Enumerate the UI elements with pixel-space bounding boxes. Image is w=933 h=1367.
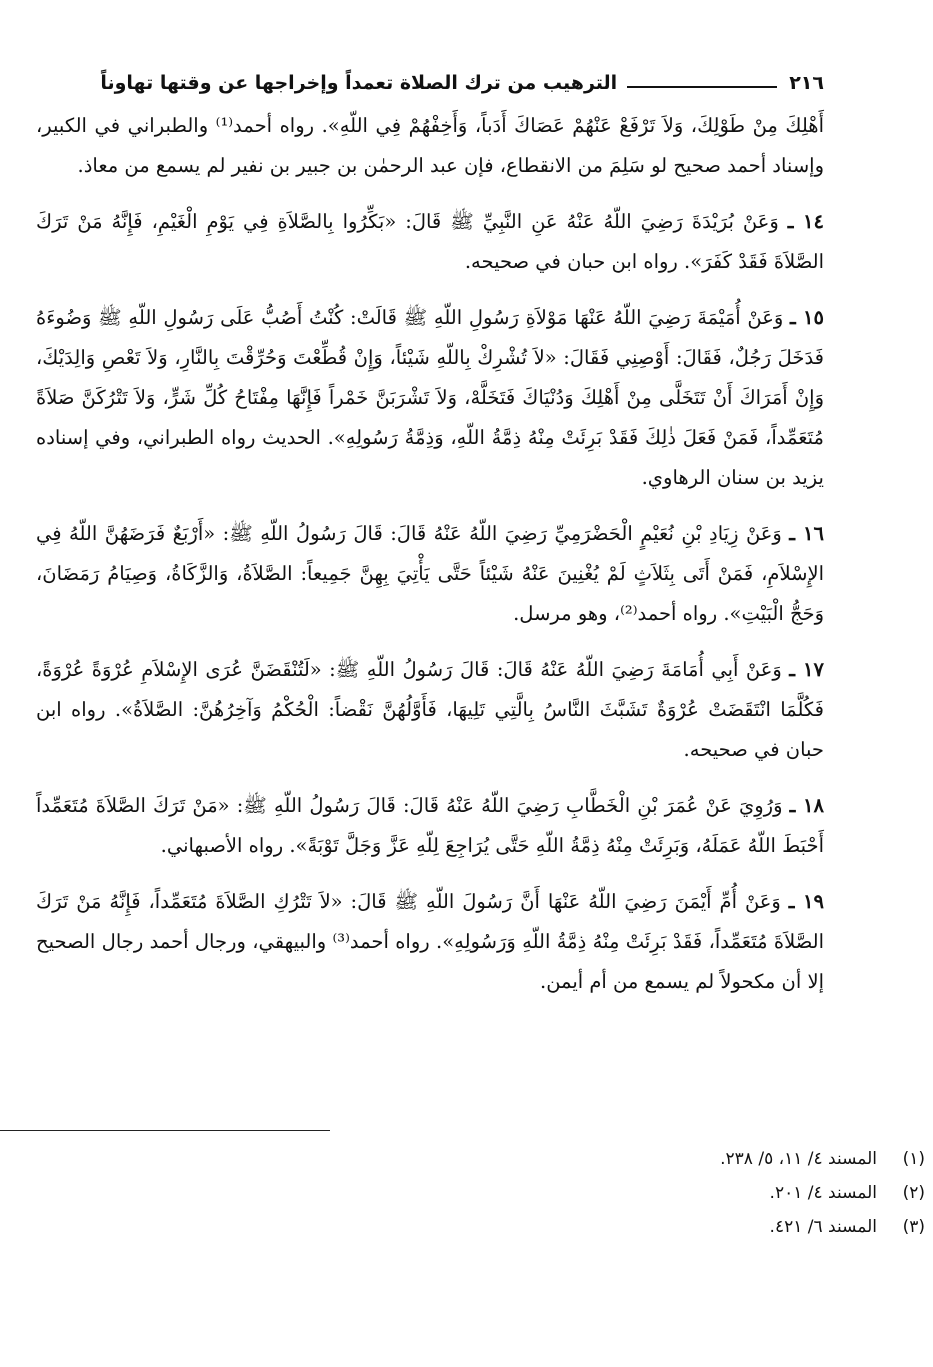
hadith-text: وَعَنْ أُمَيْمَةَ رَضِيَ اللّهُ عَنْهَا مَوْلاَةِ رَسُولِ اللّهِ ﷺ قَالَتْ: كُنْتُ أَصُبُّ عَلَى رَسُولِ اللّهِ ﷺ وَضُوءَهُ فَدَخَلَ رَجُلٌ، فَقَالَ: أَوْصِنِي فَقَالَ: «لاَ تُشْرِكْ بِاللّهِ شَيْئاً، وَإِنْ قُطِّعْتَ وَحُرِّقْتَ بِالنَّارِ، وَلاَ تَعْصِ وَالِدَيْكَ، وَإِنْ أَمَرَاكَ أَنْ تَتَخَلَّى مِنْ أَهْلِكَ وَدُنْيَاكَ فَتَخَلَّهْ، وَلاَ تَشْرَبَنَّ خَمْراً فَإِنَّهَا مِفْتَاحُ كُلِّ شَرٍّ، وَلاَ تَتْرُكَنَّ صَلاَةً مُتَعَمِّداً، فَمَنْ فَعَلَ ذٰلِكَ فَقَدْ بَرِئَتْ مِنْهُ ذِمَّةُ اللّهِ، وَذِمَّةُ رَسُولِهِ». الحديث رواه الطبراني، وفي إسناده يزيد بن سنان الرهاوي.: [36, 306, 824, 489]
main-text: [36, 106, 824, 1002]
footnote-text: المسند ٤/ ٢٠١.: [769, 1183, 877, 1203]
footnote-mark: (٣): [902, 1217, 925, 1237]
hadith-number: ١٤ ـ: [787, 210, 824, 233]
footnotes: [165, 1142, 925, 1244]
hadith-18: [36, 786, 824, 866]
paragraph-continuation: [36, 106, 824, 186]
header-rule: [627, 86, 777, 88]
hadith-19: [36, 882, 824, 1002]
hadith-number: ١٩ ـ: [788, 890, 824, 913]
footnote-item: [165, 1142, 925, 1176]
hadith-number: ١٦ ـ: [789, 522, 824, 545]
hadith-text: وَرُوِيَ عَنْ عُمَرَ بْنِ الْخَطَّابِ رَضِيَ اللّهُ عَنْهُ قَالَ: قَالَ رَسُولُ اللّهِ ﷺ: «مَنْ تَرَكَ الصَّلاَةَ مُتَعَمِّداً أَحْبَطَ اللّهُ عَمَلَهُ، وَبَرِئَتْ مِنْهُ ذِمَّةُ اللّهِ حَتَّى يُرَاجِعَ لِلّهِ عَزَّ وَجَلَّ تَوْبَةً». رواه الأصبهاني.: [36, 794, 824, 857]
paragraph-text: أَهْلِكَ مِنْ طَوْلِكَ، وَلاَ تَرْفَعْ عَنْهُمْ عَصَاكَ أَدَباً، وَأَخِفْهُمْ فِي اللّهِ». رواه أحمد⁽¹⁾ والطبراني في الكبير، وإسناد أحمد صحيح لو سَلِمَ من الانقطاع، فإن عبد الرحمٰن بن جبير بن نفير لم يسمع من معاذ.: [36, 114, 824, 177]
book-page: [36, 62, 824, 1018]
footnote-text: المسند ٤/ ١١، ٥/ ٢٣٨.: [720, 1149, 877, 1169]
chapter-title: الترهيب من ترك الصلاة تعمداً وإخراجها عن وقتها تهاوناً: [100, 72, 618, 94]
hadith-text: وَعَنْ أَبِي أُمَامَةَ رَضِيَ اللّهُ عَنْهُ قَالَ: قَالَ رَسُولُ اللّهِ ﷺ: «لَتُنْقَضَنَّ عُرَى الإِسْلاَمِ عُرْوَةً عُرْوَةً، فَكُلَّمَا انْتَقَضَتْ عُرْوَةٌ تَشَبَّثَ النَّاسُ بِالَّتِي تَلِيهَا، فَأَوَّلُهُنَّ نَقْضاً: الْحُكْمُ وَآخِرُهُنَّ: الصَّلاَةُ». رواه ابن حبان في صحيحه.: [36, 658, 824, 761]
footnote-mark: (٢): [902, 1183, 925, 1203]
footnote-item: [165, 1176, 925, 1210]
page-number: ٢١٦: [789, 72, 824, 94]
hadith-number: ١٥ ـ: [790, 306, 824, 329]
hadith-14: [36, 202, 824, 282]
footnote-mark: (١): [902, 1149, 925, 1169]
hadith-17: [36, 650, 824, 770]
footnote-separator: [0, 1130, 330, 1131]
hadith-text: وَعَنْ أُمِّ أَيْمَنَ رَضِيَ اللّهُ عَنْهَا أَنَّ رَسُولَ اللّهِ ﷺ قَالَ: «لاَ تَتْرُكِ الصَّلاَةَ مُتَعَمِّداً، فَإِنَّهُ مَنْ تَرَكَ الصَّلاَةَ مُتَعَمِّداً، فَقَدْ بَرِئَتْ مِنْهُ ذِمَّةُ اللّهِ وَرَسُولِهِ». رواه أحمد⁽³⁾ والبيهقي، ورجال أحمد رجال الصحيح إلا أن مكحولاً لم يسمع من أم أيمن.: [36, 890, 824, 993]
footnote-text: المسند ٦/ ٤٢١.: [769, 1217, 877, 1237]
hadith-15: [36, 298, 824, 498]
hadith-text: وَعَنْ زِيَادِ بْنِ نُعَيْمٍ الْحَضْرَمِيِّ رَضِيَ اللّهُ عَنْهُ قَالَ: قَالَ رَسُولُ اللّهِ ﷺ: «أَرْبَعٌ فَرَضَهُنَّ اللّهُ فِي الإِسْلاَمِ، فَمَنْ أَتَى بِثَلاَثٍ لَمْ يُغْنِينَ عَنْهُ شَيْئاً حَتَّى يَأْتِيَ بِهِنَّ جَمِيعاً: الصَّلاَةُ، وَالزَّكَاةُ، وَصِيَامُ رَمَضَانَ، وَحَجُّ الْبَيْتِ». رواه أحمد⁽²⁾، وهو مرسل.: [36, 522, 824, 625]
hadith-number: ١٧ ـ: [789, 658, 824, 681]
running-header: [36, 62, 824, 96]
hadith-text: وَعَنْ بُرَيْدَةَ رَضِيَ اللّهُ عَنْهُ عَنِ النَّبِيِّ ﷺ قَالَ: «بَكِّرُوا بِالصَّلاَةِ فِي يَوْمِ الْغَيْمِ، فَإِنَّهُ مَنْ تَرَكَ الصَّلاَةَ فَقَدْ كَفَرَ». رواه ابن حبان في صحيحه.: [36, 210, 824, 273]
footnote-item: [165, 1210, 925, 1244]
hadith-16: [36, 514, 824, 634]
hadith-number: ١٨ ـ: [789, 794, 824, 817]
